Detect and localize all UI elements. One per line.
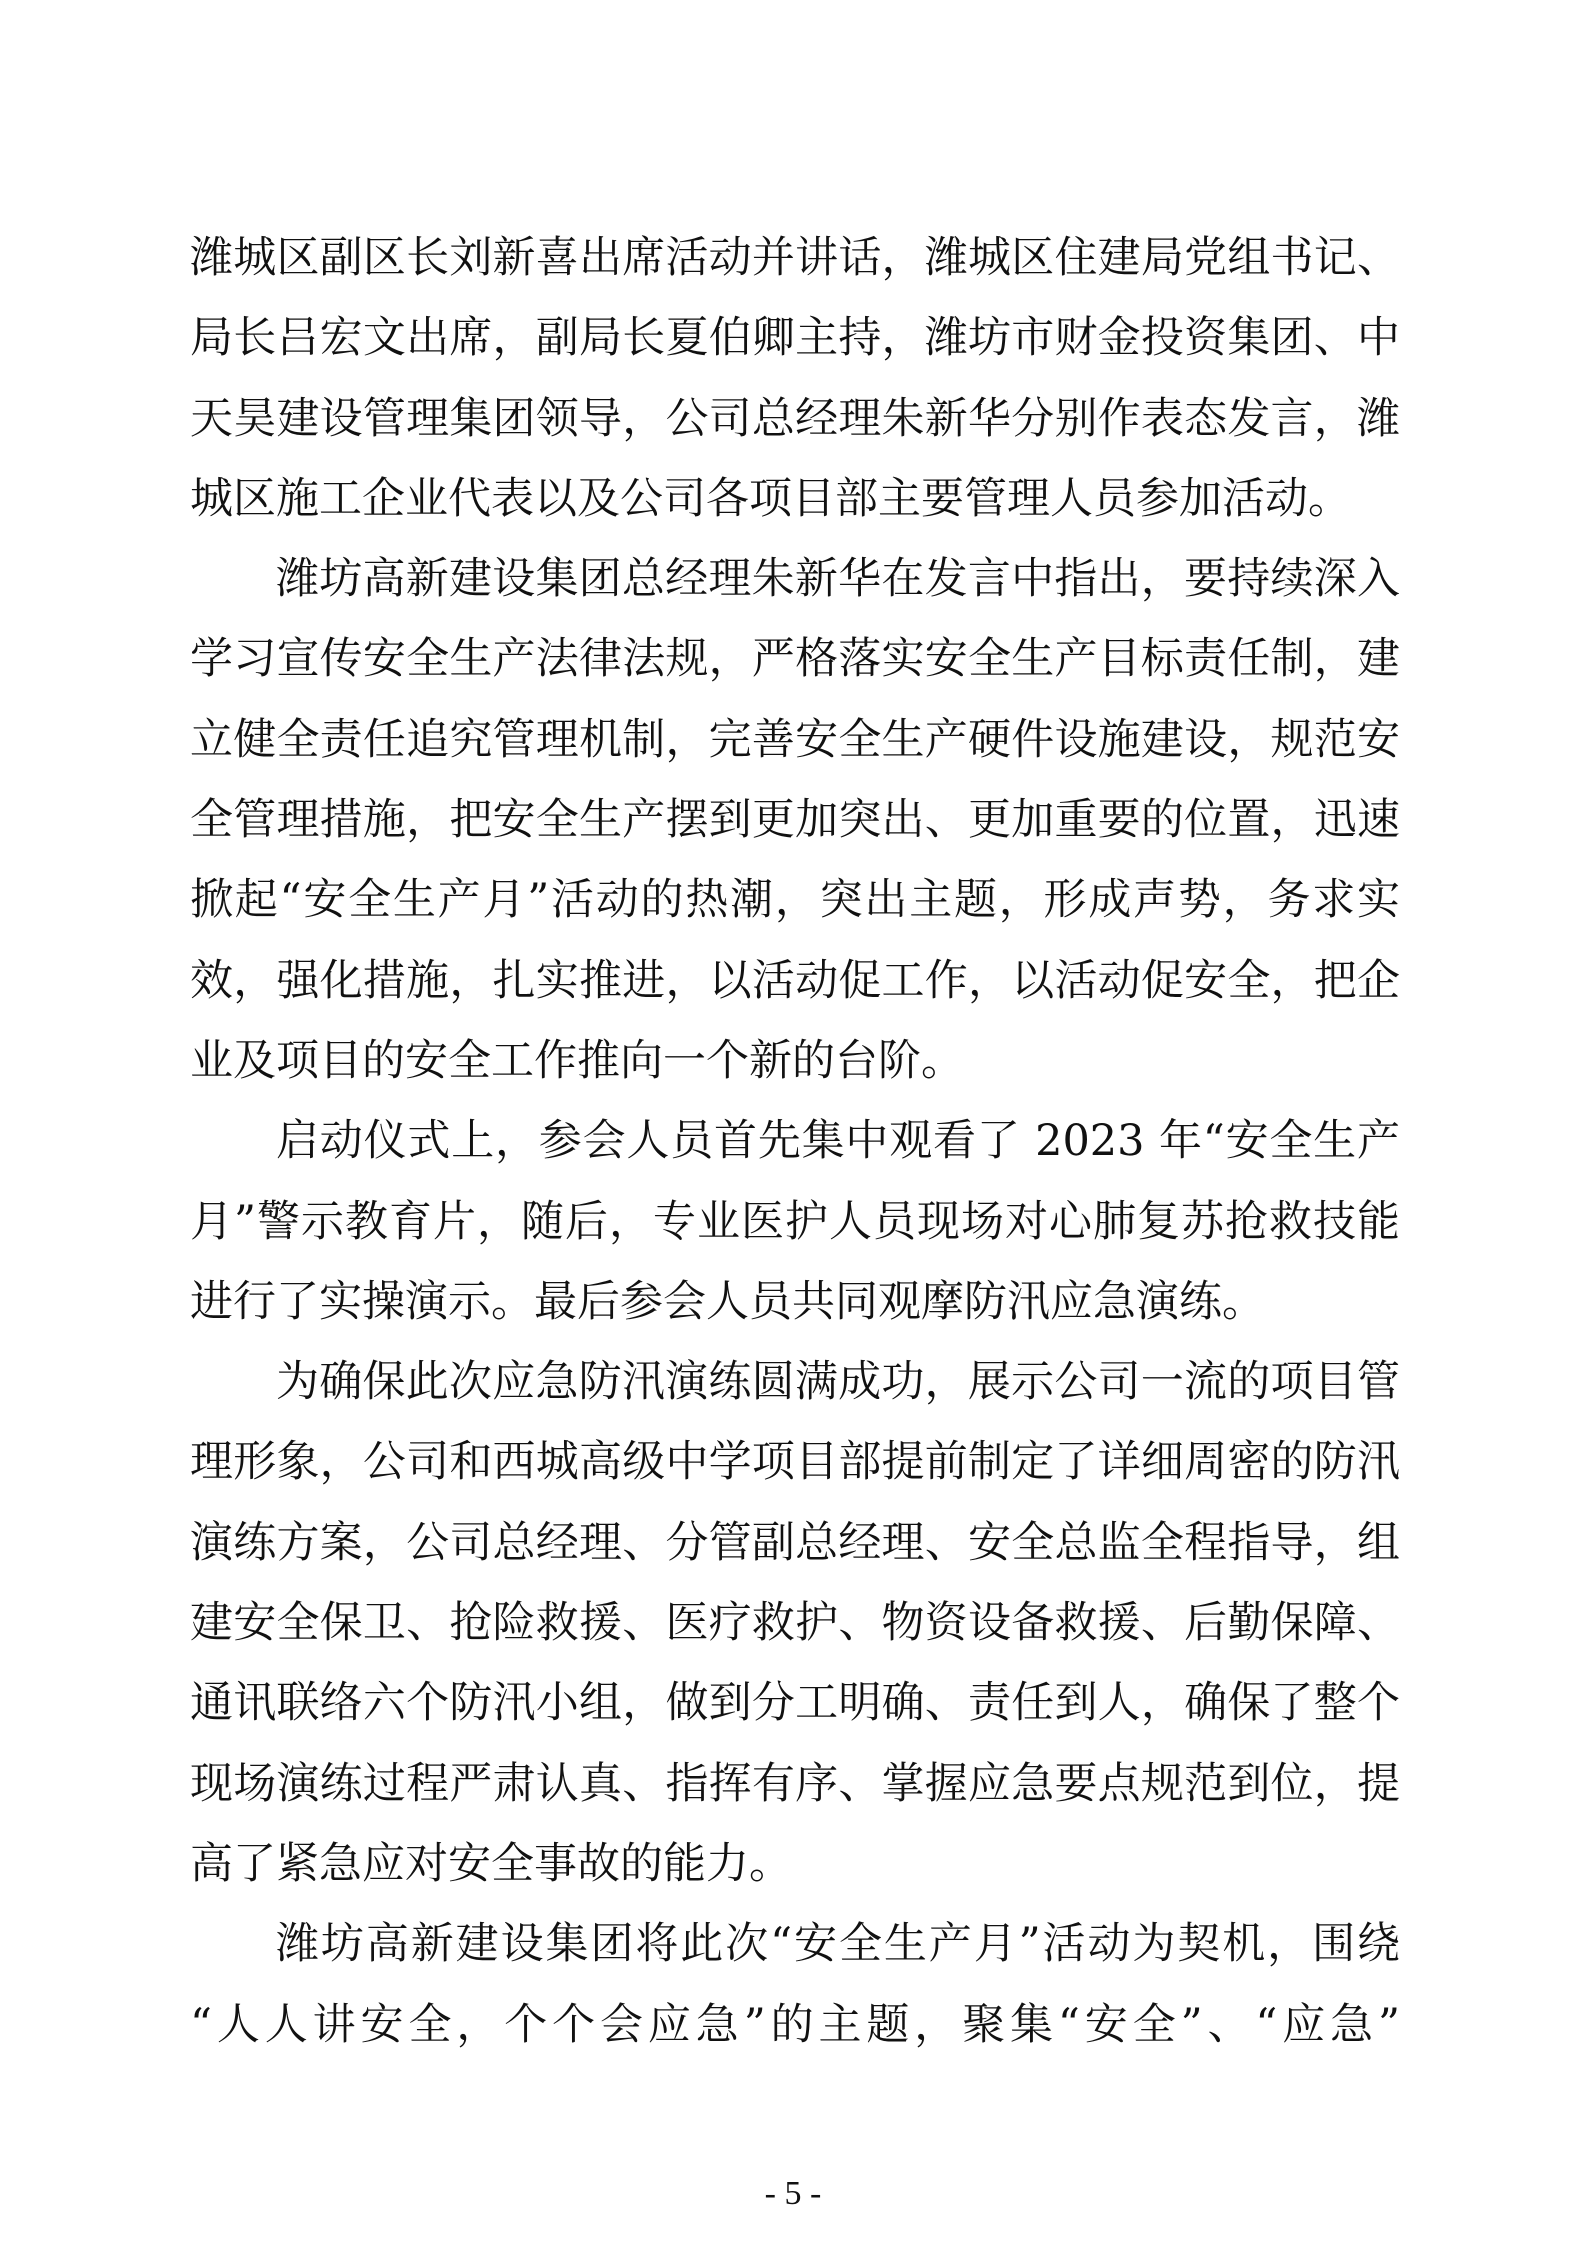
text-line: 潍坊高新建设集团总经理朱新华在发言中指出，要持续深入 <box>276 554 1400 605</box>
text-line: 理形象，公司和西城高级中学项目部提前制定了详细周密的防汛 <box>190 1437 1400 1488</box>
text-line: 高了紧急应对安全事故的能力。 <box>190 1838 792 1889</box>
text-line: 现场演练过程严肃认真、指挥有序、掌握应急要点规范到位，提 <box>190 1758 1400 1809</box>
page-number: - 5 - <box>764 2175 822 2212</box>
text-line: 天昊建设管理集团领导，公司总经理朱新华分别作表态发言，潍 <box>190 393 1400 444</box>
text-line: 城区施工企业代表以及公司各项目部主要管理人员参加活动。 <box>190 473 1351 524</box>
text-line: 学习宣传安全生产法律法规，严格落实安全生产目标责任制，建 <box>190 634 1400 685</box>
text-line: “人人讲安全，个个会应急”的主题，聚集“安全”、“应急” <box>190 1999 1400 2050</box>
text-line: 通讯联络六个防汛小组，做到分工明确、责任到人，确保了整个 <box>190 1678 1400 1729</box>
text-line: 全管理措施，把安全生产摆到更加突出、更加重要的位置，迅速 <box>190 795 1400 846</box>
text-line: 潍坊高新建设集团将此次“安全生产月”活动为契机，围绕 <box>276 1919 1400 1970</box>
text-line: 局长吕宏文出席，副局长夏伯卿主持，潍坊市财金投资集团、中 <box>190 313 1400 364</box>
text-line: 掀起“安全生产月”活动的热潮，突出主题，形成声势，务求实 <box>190 875 1400 926</box>
text-line: 建安全保卫、抢险救援、医疗救护、物资设备救援、后勤保障、 <box>190 1598 1400 1649</box>
text-line: 潍城区副区长刘新喜出席活动并讲话，潍城区住建局党组书记、 <box>190 233 1400 283</box>
text-line: 效，强化措施，扎实推进，以活动促工作，以活动促安全，把企 <box>190 955 1400 1006</box>
text-line: 演练方案，公司总经理、分管副总经理、安全总监全程指导，组 <box>190 1517 1400 1568</box>
text-line: 进行了实操演示。最后参会人员共同观摩防汛应急演练。 <box>190 1276 1265 1327</box>
text-line: 月”警示教育片，随后，专业医护人员现场对心肺复苏抢救技能 <box>190 1196 1400 1247</box>
body-text <box>190 218 1400 2065</box>
text-line: 业及项目的安全工作推向一个新的台阶。 <box>190 1035 964 1086</box>
text-line: 为确保此次应急防汛演练圆满成功，展示公司一流的项目管 <box>276 1357 1400 1408</box>
text-line: 立健全责任追究管理机制，完善安全生产硬件设施建设，规范安 <box>190 714 1400 765</box>
text-line: 启动仪式上，参会人员首先集中观看了 2023 年“安全生产 <box>276 1116 1400 1167</box>
